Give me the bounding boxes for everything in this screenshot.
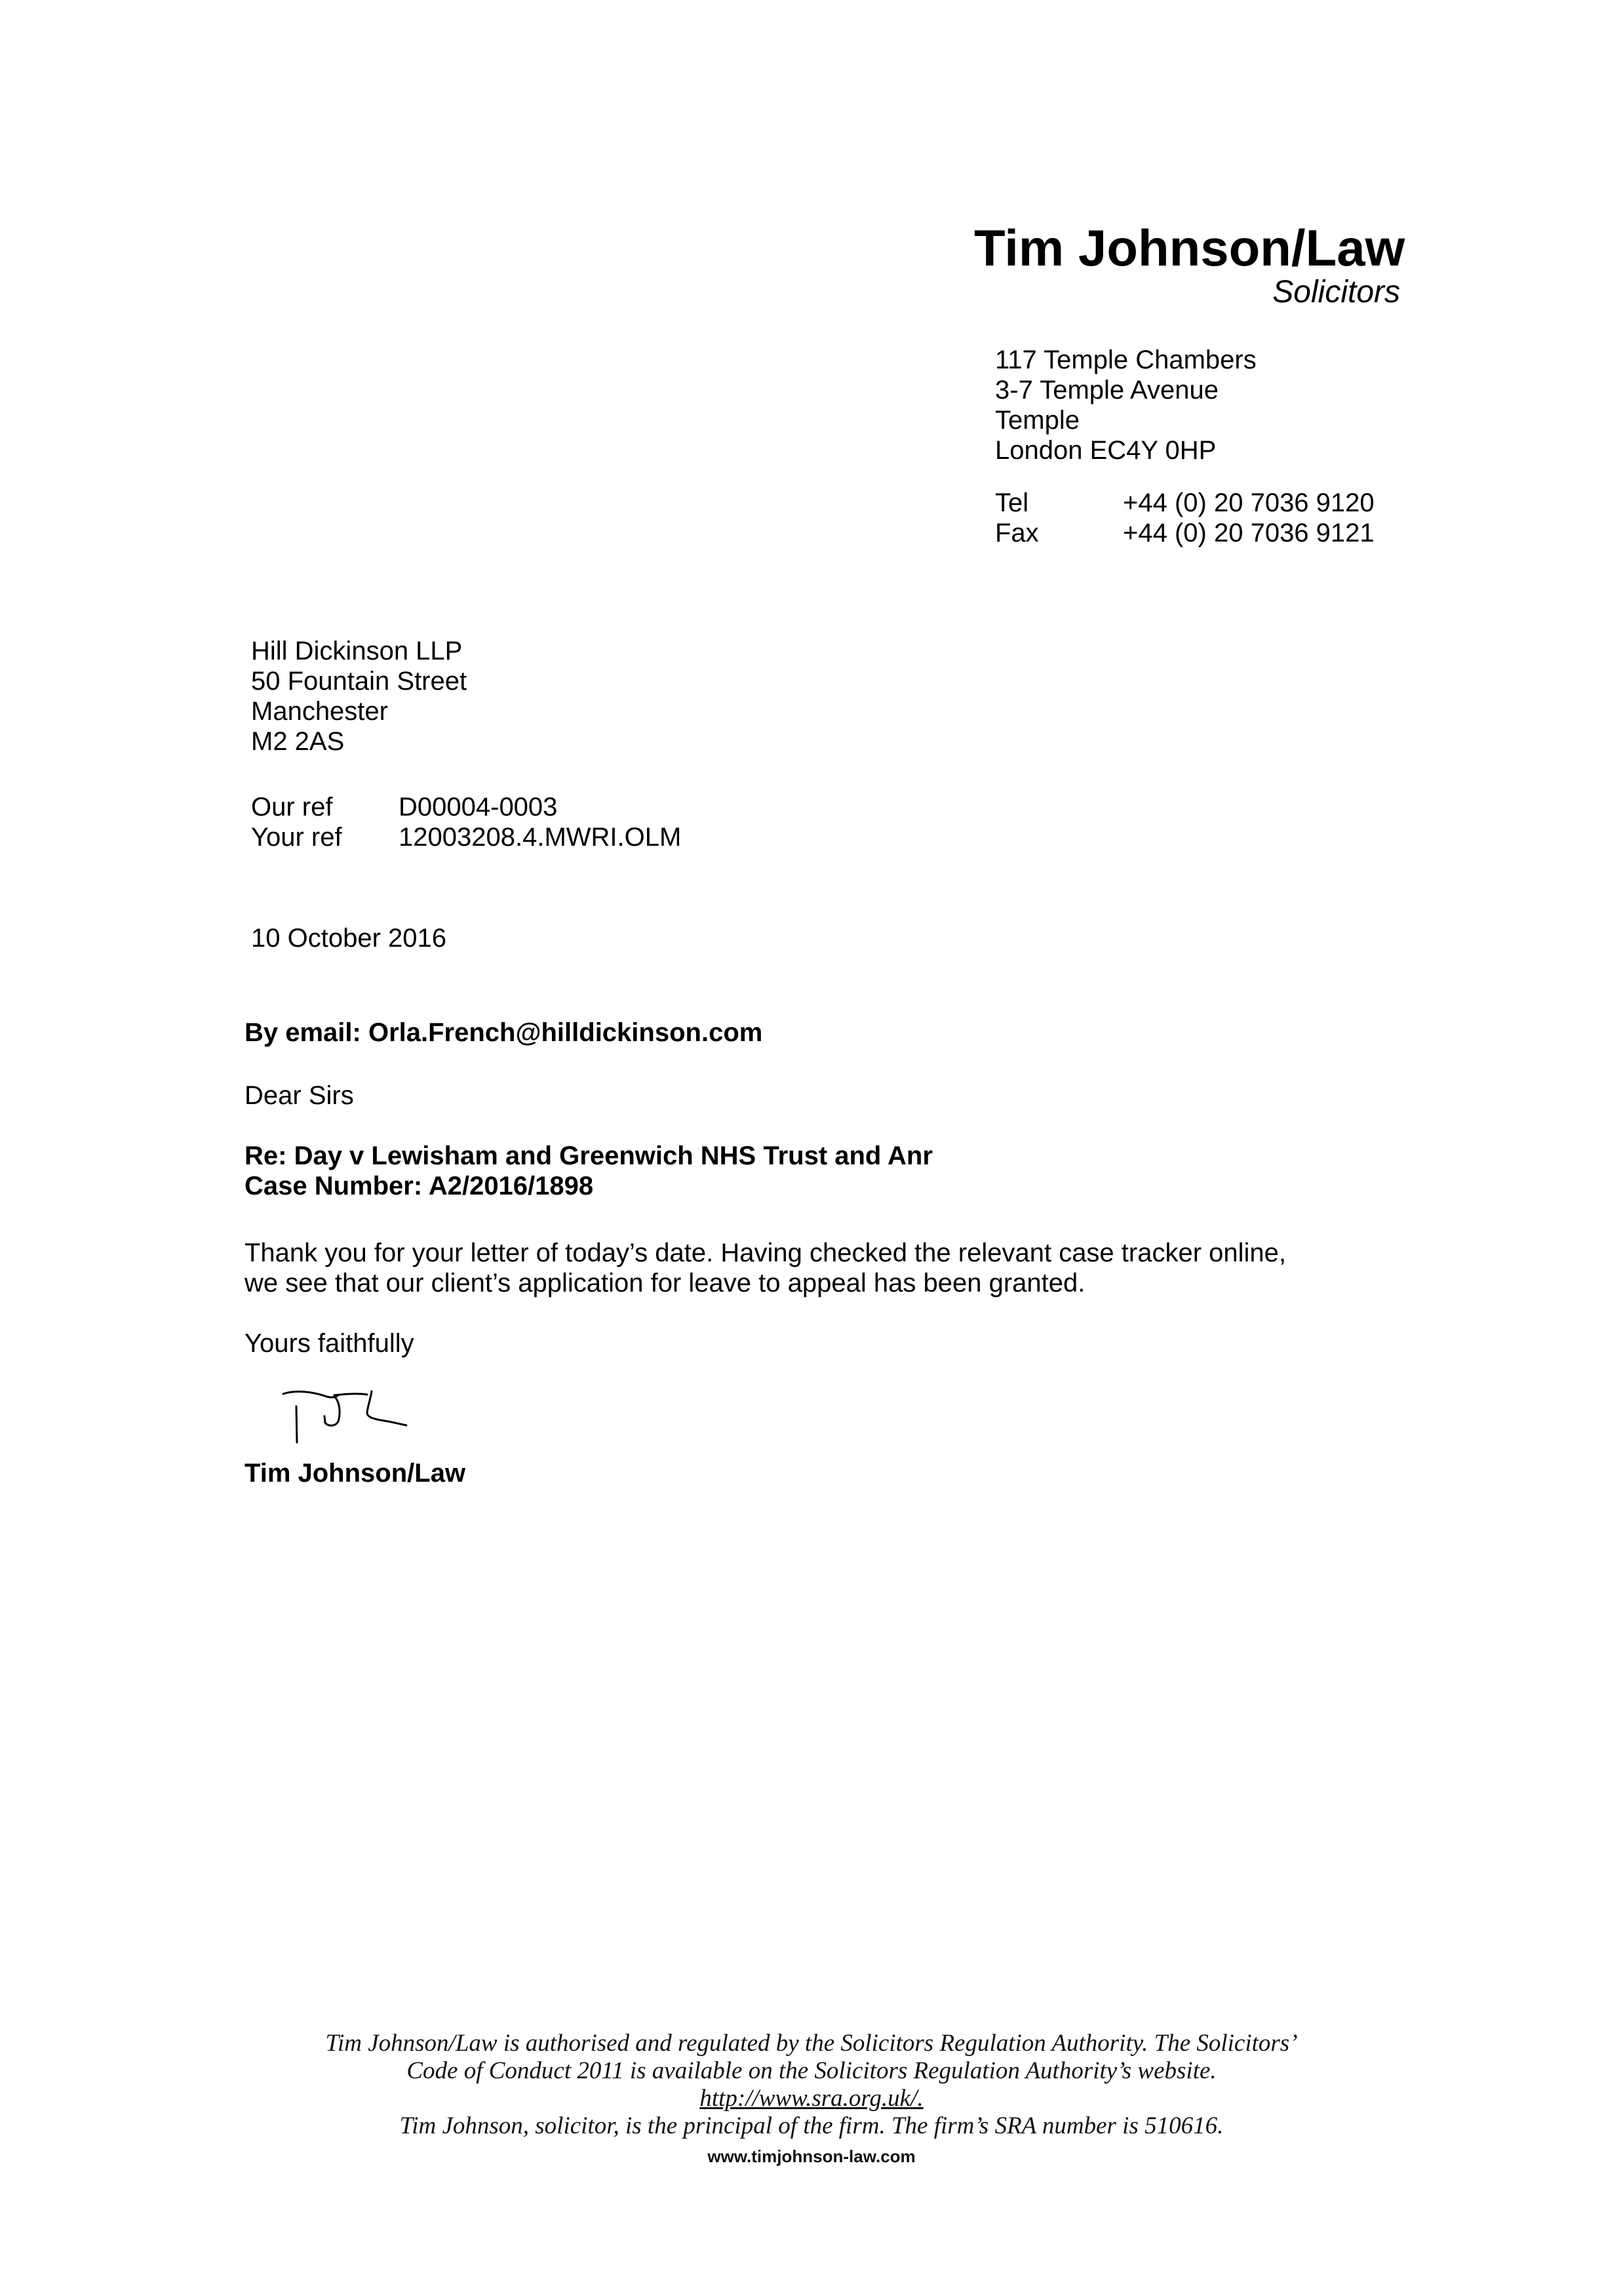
recipient-line: M2 2AS	[251, 727, 345, 756]
reference-label: Your ref	[251, 823, 342, 852]
references	[251, 792, 681, 852]
reference-row-yours	[251, 822, 681, 852]
recipient-line: Manchester	[251, 697, 388, 726]
footer-line: Tim Johnson/Law is authorised and regulated by the Solicitors Regulation Authority. The Solicitors’	[325, 2030, 1298, 2057]
firm-website: www.timjohnson-law.com	[707, 2147, 916, 2166]
contact-value: +44 (0) 20 7036 9121	[1123, 519, 1375, 547]
address-line: London EC4Y 0HP	[995, 436, 1217, 465]
recipient-address	[251, 636, 467, 757]
contact-label: Tel	[995, 488, 1029, 517]
reference-row-ours	[251, 792, 681, 822]
signature-stroke	[334, 1394, 367, 1395]
contact-row-fax	[995, 518, 1375, 548]
salutation: Dear Sirs	[244, 1081, 354, 1110]
firm-tagline: Solicitors	[1272, 275, 1400, 309]
handwritten-signature	[275, 1383, 413, 1452]
subject-line-re: Re: Day v Lewisham and Greenwich NHS Trust and Anr	[244, 1141, 933, 1170]
signatory-name: Tim Johnson/Law	[244, 1459, 466, 1488]
address-line: 117 Temple Chambers	[995, 346, 1257, 374]
signature-stroke	[367, 1391, 406, 1425]
body-paragraph	[244, 1238, 1405, 1298]
address-line: Temple	[995, 406, 1080, 435]
body-line: Thank you for your letter of today’s date. Having checked the relevant case tracker online,	[244, 1238, 1287, 1267]
sra-website-link[interactable]: http://www.sra.org.uk/.	[699, 2085, 924, 2112]
firm-contact	[995, 488, 1375, 548]
signature-stroke	[296, 1406, 297, 1442]
recipient-line: 50 Fountain Street	[251, 667, 467, 696]
contact-label: Fax	[995, 519, 1039, 547]
signature-stroke	[283, 1392, 338, 1398]
body-line: we see that our client’s application for leave to appeal has been granted.	[244, 1269, 1085, 1297]
contact-value: +44 (0) 20 7036 9120	[1123, 488, 1375, 517]
letter-date: 10 October 2016	[251, 924, 446, 953]
footer-line: Tim Johnson, solicitor, is the principal of the firm. The firm’s SRA number is 510616.	[399, 2112, 1224, 2139]
subject-line-case-number: Case Number: A2/2016/1898	[244, 1172, 594, 1200]
regulatory-footer	[0, 2030, 1623, 2167]
firm-address	[995, 345, 1257, 465]
recipient-line: Hill Dickinson LLP	[251, 637, 463, 665]
reference-value: 12003208.4.MWRI.OLM	[399, 823, 682, 852]
subject	[244, 1141, 933, 1201]
contact-row-tel	[995, 488, 1375, 518]
address-line: 3-7 Temple Avenue	[995, 376, 1219, 405]
reference-label: Our ref	[251, 793, 333, 821]
firm-name: Tim Johnson/Law	[974, 219, 1405, 277]
closing: Yours faithfully	[244, 1329, 414, 1358]
reference-value: D00004-0003	[399, 793, 558, 821]
signature-stroke	[324, 1398, 340, 1425]
footer-line: Code of Conduct 2011 is available on the Solicitors Regulation Authority’s website.	[406, 2057, 1217, 2084]
by-email-line: By email: Orla.French@hilldickinson.com	[244, 1018, 763, 1047]
